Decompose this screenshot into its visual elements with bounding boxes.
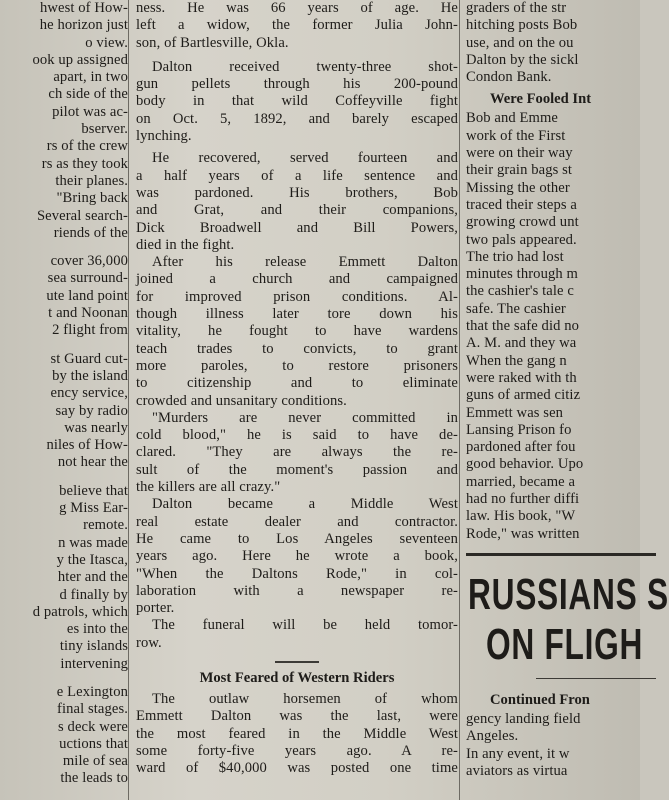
text-line: some forty-five years ago. A re- (136, 742, 458, 759)
right-column (466, 0, 669, 780)
text-line: had no further diffi (466, 491, 580, 508)
article-paragraph (136, 617, 458, 652)
text-line: pardoned after fou (466, 439, 576, 456)
text-line: minutes through m (466, 266, 578, 283)
text-line: the most feared in the Middle West (136, 725, 458, 742)
text-line: Emmett was sen (466, 404, 564, 421)
text-line: gun pellets through his 200-pound (136, 76, 458, 93)
banner-headline: ON FLIGH (486, 619, 644, 669)
text-line: hter and the (57, 569, 128, 586)
text-line: work of the First (466, 127, 566, 144)
text-line: Dick Broadwell and Bill Powers, (136, 219, 458, 236)
text-line: safe. The cashier (466, 300, 566, 317)
text-line: laboration with a newspaper re- (136, 582, 458, 599)
text-line: by the island (52, 367, 128, 384)
left-column-block (0, 684, 128, 788)
article-paragraph (136, 496, 458, 617)
text-line: riends of the (53, 224, 128, 241)
text-line: Angeles. (466, 728, 519, 745)
article-paragraph (136, 59, 458, 145)
text-line: were on their way (466, 145, 573, 162)
text-line: was nearly (64, 419, 128, 436)
text-line: The funeral will be held tomor- (152, 617, 458, 634)
text-line: s deck were (58, 718, 128, 735)
text-line: the cashier's tale c (466, 283, 574, 300)
text-line: He recovered, served fourteen and (152, 150, 458, 167)
text-line: more paroles, to restore prisoners (136, 357, 458, 374)
text-line: Dalton by the sickl (466, 51, 579, 68)
text-line: left a widow, the former Julia John- (136, 17, 458, 34)
text-line: After his release Emmett Dalton (152, 254, 458, 271)
text-line: Lansing Prison fo (466, 421, 572, 438)
text-line: Missing the other (466, 179, 570, 196)
text-line: the killers are all crazy." (136, 479, 281, 496)
middle-column-article (136, 0, 458, 777)
text-line: e Lexington (56, 683, 128, 700)
continued-label: Continued Fron (490, 691, 590, 708)
article-paragraph (136, 691, 458, 777)
text-line: apart, in two (53, 69, 128, 86)
text-line: clared. "They are always the re- (136, 444, 458, 461)
text-line: bserver. (81, 121, 128, 138)
text-line: the leads to (60, 770, 128, 787)
text-line: believe that (59, 482, 128, 499)
text-line: When the gang n (466, 352, 567, 369)
text-line: two pals appeared. (466, 231, 577, 248)
column-rule (128, 0, 129, 800)
text-line: he horizon just (39, 17, 128, 34)
text-line: cover 36,000 (50, 253, 128, 270)
text-line: remote. (83, 517, 128, 534)
article-paragraph (136, 0, 458, 52)
text-line: were raked with th (466, 369, 577, 386)
text-line: say by radio (55, 402, 128, 419)
text-line: and Grat, and their companions, (136, 202, 458, 219)
text-line: "When the Daltons Rode," in col- (136, 565, 458, 582)
text-line: not hear the (57, 454, 128, 471)
text-line: row. (136, 634, 162, 651)
article-paragraph (136, 254, 458, 410)
text-line: Bob and Emme (466, 110, 558, 127)
text-line: Several search- (36, 207, 128, 224)
text-line: Condon Bank. (466, 69, 552, 86)
text-line: Dalton received twenty-three shot- (152, 58, 458, 75)
text-line: g Miss Ear- (59, 500, 128, 517)
right-column-block (466, 110, 656, 542)
text-line: In any event, it w (466, 745, 570, 762)
text-line: cold blood," he is said to have de- (136, 427, 458, 444)
right-column-block (466, 711, 656, 780)
text-line: son, of Bartlesville, Okla. (136, 34, 289, 51)
text-line: n was made (58, 534, 128, 551)
text-line: aviators as virtua (466, 762, 568, 779)
text-line: their grain bags st (466, 162, 573, 179)
text-line: ch side of the (48, 86, 128, 103)
column-rule (459, 0, 460, 800)
text-line: uctions that (59, 735, 128, 752)
text-line: on Oct. 5, 1892, and barely escaped (136, 110, 458, 127)
text-line: es into the (66, 621, 128, 638)
text-line: good behavior. Upo (466, 456, 584, 473)
left-column-block (0, 0, 128, 242)
text-line: final stages. (56, 701, 128, 718)
text-line: "Murders are never committed in (152, 409, 458, 426)
text-line: vitality, he fought to have wardens (136, 323, 458, 340)
subhead: Most Feared of Western Riders (199, 669, 395, 686)
text-line: died in the fight. (136, 236, 235, 253)
text-line: Emmett Dalton was the last, were (136, 708, 458, 725)
section-divider (536, 678, 656, 679)
banner-headline: RUSSIANS S (468, 569, 669, 619)
text-line: for improved prison conditions. Al- (136, 288, 458, 305)
text-line: hitching posts Bob (466, 17, 578, 34)
text-line: A. M. and they wa (466, 335, 577, 352)
article-paragraph (136, 150, 458, 254)
text-line: y the Itasca, (56, 551, 128, 568)
text-line: Rode," was written (466, 525, 580, 542)
right-column-block (466, 0, 656, 86)
text-line: guns of armed citiz (466, 387, 581, 404)
text-line: traced their steps a (466, 196, 577, 213)
text-line: "Bring back (56, 190, 128, 207)
text-line: married, became a (466, 473, 576, 490)
text-line: that the safe did no (466, 318, 580, 335)
article-paragraph (136, 410, 458, 496)
text-line: their planes. (55, 172, 128, 189)
text-line: tiny islands (59, 638, 128, 655)
text-line: gency landing field (466, 710, 581, 727)
text-line: rs as they took (41, 155, 128, 172)
text-line: real estate dealer and contractor. (136, 513, 458, 530)
text-line: hwest of How- (39, 0, 128, 16)
section-divider (275, 661, 319, 663)
text-line: to citizenship and to eliminate (136, 375, 458, 392)
text-line: ness. He was 66 years of age. He (136, 0, 458, 16)
text-line: law. His book, "W (466, 508, 576, 525)
text-line: Dalton became a Middle West (152, 496, 458, 513)
text-line: teach trades to convicts, to grant (136, 340, 458, 357)
text-line: though illness later tore down his (136, 306, 458, 323)
left-column-block (0, 483, 128, 673)
left-column-block (0, 253, 128, 339)
text-line: crowded and unsanitary conditions. (136, 392, 347, 409)
text-line: lynching. (136, 128, 192, 145)
text-line: a half years of a life sentence and (136, 167, 458, 184)
text-line: o view. (85, 34, 128, 51)
text-line: niles of How- (46, 437, 128, 454)
left-column-block (0, 351, 128, 472)
text-line: intervening (60, 655, 128, 672)
text-line: joined a church and campaigned (136, 271, 458, 288)
text-line: d finally by (59, 586, 128, 603)
text-line: was pardoned. His brothers, Bob (136, 184, 458, 201)
text-line: rs of the crew (46, 138, 128, 155)
text-line: sult of the moment's passion and (136, 461, 458, 478)
text-line: use, and on the ou (466, 34, 574, 51)
text-line: 2 flight from (52, 322, 128, 339)
text-line: ward of $40,000 was posted one time (136, 760, 458, 777)
text-line: years ago. Here he wrote a book, (136, 548, 458, 565)
text-line: growing crowd unt (466, 214, 579, 231)
text-line: d patrols, which (32, 603, 128, 620)
section-divider (466, 553, 656, 556)
subhead: Were Fooled Int (490, 91, 592, 108)
text-line: t and Noonan (48, 305, 128, 322)
text-line: sea surround- (47, 270, 128, 287)
text-line: st Guard cut- (50, 350, 128, 367)
text-line: mile of sea (62, 753, 128, 770)
text-line: ook up assigned (32, 51, 128, 68)
text-line: body in that wild Coffeyville fight (136, 93, 458, 110)
text-line: ency service, (50, 385, 128, 402)
text-line: The trio had lost (466, 248, 564, 265)
text-line: ute land point (46, 287, 128, 304)
text-line: porter. (136, 600, 175, 617)
text-line: pilot was ac- (52, 103, 128, 120)
text-line: He came to Los Angeles seventeen (136, 530, 458, 547)
left-column (0, 0, 128, 788)
text-line: graders of the str (466, 0, 567, 16)
text-line: The outlaw horsemen of whom (152, 690, 458, 707)
